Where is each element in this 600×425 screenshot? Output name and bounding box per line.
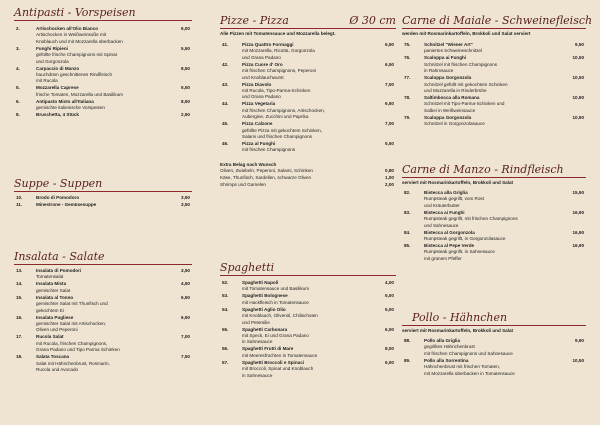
item-description: und Gorgonzola — [36, 58, 69, 64]
item-price: 5,00 — [385, 293, 394, 299]
item-name: Funghi Ripieni — [36, 45, 68, 51]
item-number: 54. — [222, 306, 229, 312]
section-title — [14, 250, 192, 263]
item-number: 82. — [404, 190, 411, 195]
item-price: 10,90 — [572, 114, 584, 120]
item-name: Pizza Cuore d' Oro — [242, 61, 283, 67]
item-price: 3,50 — [181, 195, 190, 200]
item-number: 55. — [222, 326, 229, 332]
item-description: Salami und frischen Champignons — [242, 134, 312, 140]
item-price: 15,90 — [572, 190, 584, 195]
menu-item — [14, 295, 192, 314]
item-description: Artischocken in Weißweinsoße mit — [36, 32, 107, 38]
menu-item — [14, 195, 192, 201]
item-number: 57. — [222, 359, 229, 365]
item-description: gefüllte Pizza mit gekochtem Schinken, — [242, 127, 322, 133]
item-number: 75. — [404, 42, 411, 47]
pizze-title: Pizze - Pizza — [220, 14, 289, 27]
suppe-title: Suppe - Suppen — [14, 177, 103, 190]
item-price: 3,50 — [181, 202, 190, 207]
pollo-items — [402, 338, 586, 377]
item-name: Bruschetta, 4 Stück — [36, 112, 79, 118]
item-description: und Sahnesauce — [424, 222, 459, 228]
extra-name: Shrimps und Garnelen — [220, 181, 266, 187]
item-name: Pizza Vegetaria — [242, 101, 276, 107]
item-price: 6,00 — [385, 326, 394, 332]
menu-item — [220, 327, 396, 346]
item-description: hauchdünn geschnittenes Rindfleisch — [36, 72, 113, 78]
item-name: Spaghetti Napoli — [242, 280, 279, 285]
item-description: Schnitzel mit frischen Champignons — [424, 61, 498, 67]
item-price: 4,50 — [181, 281, 190, 287]
divider — [402, 177, 586, 178]
item-description: mit Knoblauch, Olivenöl, Chilischoten — [242, 313, 318, 319]
item-name: Pollo alla Sorrentina — [424, 357, 469, 363]
item-name: Salata Toscana — [36, 354, 70, 360]
item-price: 6,50 — [385, 61, 394, 67]
pizze-items — [220, 42, 396, 154]
insalata-title: Insalata - Salate — [14, 250, 105, 263]
item-number: 52. — [222, 280, 229, 285]
item-number: 10. — [16, 195, 23, 200]
item-price: 7,00 — [385, 121, 394, 127]
item-description: mit Rucola — [36, 78, 58, 84]
menu-item — [220, 293, 396, 306]
item-number: 78. — [404, 95, 411, 101]
item-number: 16. — [16, 314, 23, 320]
item-description: in Sahnesauce — [242, 339, 273, 345]
item-number: 6. — [16, 98, 20, 104]
item-description: Schnitzel in Gorgonzolasauce — [424, 121, 485, 127]
menu-item — [14, 112, 192, 118]
item-number: 2. — [16, 26, 20, 31]
menu-item — [402, 190, 586, 209]
menu-item — [220, 346, 396, 359]
item-price: 10,50 — [572, 357, 584, 363]
extras-title: Extra Belag nach Wunsch — [220, 161, 277, 167]
divider — [14, 20, 192, 21]
item-price: 8,50 — [181, 65, 190, 71]
item-number: 3. — [16, 45, 20, 51]
divider — [14, 264, 192, 265]
menu-item — [14, 85, 192, 98]
section-title — [402, 14, 593, 27]
item-name: Pizza Quattro Formaggi — [242, 42, 294, 47]
extra-name: Oliven, Zwiebeln, Peperoni, Salami, Schinken — [220, 167, 313, 173]
section-pizze — [220, 14, 396, 188]
divider — [402, 28, 586, 29]
item-number: 46. — [222, 141, 229, 147]
section-title — [14, 177, 192, 190]
item-price: 6,50 — [181, 314, 190, 320]
item-price: 16,90 — [572, 229, 584, 235]
menu-item — [402, 115, 586, 128]
item-number: 53. — [222, 293, 229, 299]
item-name: Pizza Diavolo — [242, 81, 272, 87]
item-name: Spaghetti Bolognese — [242, 293, 288, 299]
suppe-items — [14, 195, 192, 208]
item-description: Schnitzel mit Tipo-Parma-Schinken und — [424, 101, 505, 107]
item-price: 5,50 — [181, 85, 190, 91]
item-name: Spaghetti Aglio Olio — [242, 306, 286, 312]
item-number: 15. — [16, 294, 23, 300]
item-name: Minestrone - Gemüsesuppe — [36, 202, 97, 207]
item-price: 6,50 — [385, 101, 394, 107]
item-name: Schnitzel "Wiener Art" — [424, 42, 473, 47]
extra-price: 0,80 — [385, 167, 394, 173]
item-description: gegrilltes Hähnchenbrust — [424, 344, 475, 350]
item-name: Scaloppa Gorgonzola — [424, 114, 472, 120]
item-name: Pizza al Funghi — [242, 141, 276, 147]
item-description: frische Tomaten, Mozzarella und Basilikum — [36, 91, 123, 97]
maiale-title: Carne di Maiale - Schweinefleisch — [402, 14, 593, 27]
item-number: 83. — [404, 209, 411, 215]
section-maiale — [402, 14, 593, 128]
maiale-items — [402, 42, 586, 128]
menu-item — [14, 268, 192, 281]
item-description: und Petersilie — [242, 319, 270, 325]
menu-item — [14, 99, 192, 112]
item-description: Rumpsteak gegrillt, in Sahnesauce — [424, 249, 495, 255]
item-description: mit Rucola, Tipo-Parma-Schinken — [242, 88, 311, 94]
item-description: mit Mozzarella, Ricotta, Gorgonzola — [242, 48, 315, 54]
item-description: mit frischen Champignons, Peperoni — [242, 68, 317, 74]
item-description: Salbei in Weißweinsauce — [424, 107, 476, 113]
item-description: Rucola und Avocado — [36, 367, 79, 373]
item-number: 44. — [222, 101, 229, 107]
item-description: und Grana Padano — [242, 54, 281, 60]
pollo-note: serviert mit Rosmarinkartoffeln, Brokkoli und Salat — [402, 328, 514, 333]
maiale-note: werden mit Rosmarinkartoffeln, Brokkoli und Salat serviert — [402, 31, 531, 36]
spaghetti-title: Spaghetti — [220, 261, 275, 274]
menu-item — [220, 280, 396, 293]
divider — [402, 325, 586, 326]
menu-item — [14, 354, 192, 373]
divider — [220, 28, 396, 29]
item-number: 11. — [16, 202, 23, 207]
menu-item — [402, 55, 586, 74]
item-name: Pizza Calzone — [242, 121, 273, 127]
item-description: und Knoblauchwurst — [242, 74, 284, 80]
item-description: Hähnchenbrust mit frischen Tomaten, — [424, 364, 501, 370]
item-price: 5,50 — [181, 45, 190, 51]
item-price: 8,50 — [181, 98, 190, 104]
item-name: Artischocken all'Olio Bianco — [36, 26, 99, 31]
item-price: 5,00 — [385, 306, 394, 312]
extra-price: 1,00 — [385, 174, 394, 180]
menu-item — [402, 230, 586, 243]
menu-item — [402, 75, 586, 94]
item-name: Bistecca ai Funghi — [424, 209, 465, 215]
item-number: 13. — [16, 268, 23, 273]
item-name: Antipasto Misto all'Italiana — [36, 98, 94, 104]
antipasti-items — [14, 26, 192, 119]
item-name: Saltimbocca alla Romana — [424, 95, 480, 101]
item-number: 84. — [404, 229, 411, 235]
item-description: gefüllte frische Champignons mit Spinat — [36, 52, 117, 58]
item-number: 18. — [16, 354, 23, 360]
section-title — [14, 6, 192, 19]
menu-item — [14, 26, 192, 45]
menu-item — [402, 95, 586, 114]
section-title — [220, 261, 396, 274]
item-price: 7,00 — [385, 81, 394, 87]
menu-item — [14, 46, 192, 65]
extra-item — [220, 175, 396, 181]
item-description: in Sahnesauce — [242, 372, 273, 378]
item-price: 7,50 — [181, 354, 190, 360]
pizze-note: Alle Pizzen mit Tomatensauce und Mozzarella belegt. — [220, 31, 336, 36]
item-description: und Mozzarella in Rinderbrühe — [424, 88, 487, 94]
item-price: 10,90 — [572, 95, 584, 101]
menu-item — [14, 66, 192, 85]
menu-item — [220, 141, 396, 154]
item-description: gemischter Salat mit Artischocken, — [36, 321, 107, 327]
item-name: Spaghetti Carbonara — [242, 326, 288, 332]
item-description: mit frischen Champignons, Artischocken, — [242, 107, 325, 113]
item-price: 6,00 — [385, 359, 394, 365]
item-name: Spaghetti Broccoli e Spinaci — [242, 359, 305, 365]
menu-item — [220, 121, 396, 140]
item-price: 6,50 — [181, 294, 190, 300]
divider — [14, 191, 192, 192]
section-insalata — [14, 250, 192, 373]
insalata-items — [14, 268, 192, 373]
item-price: 16,90 — [572, 209, 584, 215]
manzo-items — [402, 190, 586, 262]
menu-item — [220, 62, 396, 81]
item-price: 10,50 — [572, 75, 584, 81]
item-price: 5,50 — [385, 141, 394, 147]
extras-items — [220, 168, 396, 188]
menu-item — [402, 243, 586, 262]
item-name: Bistecca alla Griglia — [424, 190, 468, 195]
menu-item — [220, 307, 396, 326]
item-description: Knoblauch und mit Mozzarella überbacken — [36, 38, 123, 44]
item-price: 3,50 — [181, 268, 190, 273]
item-description: Tomatensalat — [36, 274, 64, 280]
extra-name: Käse, Thunfisch, Sardellen, schwarze Oliven — [220, 174, 312, 180]
item-name: Spaghetti Frutti di Mare — [242, 346, 294, 352]
item-price: 6,00 — [181, 26, 190, 31]
section-suppe — [14, 177, 192, 208]
item-number: 41. — [222, 42, 229, 47]
item-number: 8. — [16, 112, 20, 118]
item-number: 43. — [222, 81, 229, 87]
item-description: in Rahmsauce — [424, 68, 454, 74]
menu-item — [220, 360, 396, 379]
item-description: Rumpsteak gegrillt, in Gorgonzolasauce — [424, 236, 506, 242]
item-name: Insalata Mista — [36, 281, 67, 287]
item-number: 5. — [16, 85, 20, 91]
item-price: 10,50 — [572, 55, 584, 61]
section-title — [220, 14, 396, 27]
item-description: und Kräuterbutter — [424, 202, 460, 208]
menu-item — [14, 281, 192, 294]
item-description: gemischte italienische Vorspeisen — [36, 105, 105, 111]
item-description: mit frischen Champignons und Sahnesauce — [424, 350, 513, 356]
menu-item — [402, 358, 586, 377]
item-description: mit frischen Champignons — [242, 147, 296, 153]
item-number: 85. — [404, 243, 411, 249]
item-name: Mozzarella Caprese — [36, 85, 79, 91]
menu-item — [14, 334, 192, 353]
item-number: 76. — [404, 55, 411, 61]
item-price: 7,00 — [181, 334, 190, 340]
menu-item — [220, 82, 396, 101]
item-description: gekochtem Ei — [36, 307, 64, 313]
item-number: 42. — [222, 61, 229, 67]
item-description: mit Tomatensauce und Basilikum — [242, 286, 310, 292]
antipasti-title: Antipasti - Vorspeisen — [14, 6, 136, 19]
divider — [220, 275, 396, 276]
item-price: 16,90 — [572, 243, 584, 249]
item-number: 88. — [404, 338, 411, 343]
item-number: 45. — [222, 121, 229, 127]
item-description: Rumpsteak gegrillt, vom Rost — [424, 196, 484, 202]
section-title — [402, 311, 586, 324]
spaghetti-items — [220, 280, 396, 379]
menu-item — [14, 315, 192, 334]
section-pollo — [402, 311, 586, 377]
item-description: gemischter Salat — [36, 287, 71, 293]
menu-item — [402, 210, 586, 229]
item-name: Brodo di Pomodoro — [36, 195, 80, 200]
item-number: 17. — [16, 334, 23, 340]
item-price: 8,00 — [385, 346, 394, 352]
item-price: 2,50 — [181, 112, 190, 118]
item-description: mit Speck, Ei und Grana Padano — [242, 333, 309, 339]
item-description: mit Broccoli, Spinat und Knoblauch — [242, 366, 314, 372]
item-description: gemischter Salat mit Thunfisch und — [36, 301, 108, 307]
manzo-title: Carne di Manzo - Rindfleisch — [402, 163, 564, 176]
item-number: 4. — [16, 65, 20, 71]
section-manzo — [402, 163, 586, 262]
item-description: mit Rucola, frischen Champignons, — [36, 340, 108, 346]
item-name: Insalata al Tonno — [36, 294, 74, 300]
item-price: 4,00 — [385, 280, 394, 285]
item-description: mit Mozzarella überbacken in Tomatensauce — [424, 370, 515, 376]
item-description: paniertes Schweineschnitzel — [424, 48, 482, 54]
item-description: Salat mit Hähnchenbrust, Rosmarin, — [36, 360, 110, 366]
manzo-note: serviert mit Rosmarinkartoffeln, Brokkoli und Salat — [402, 180, 514, 185]
item-price: 6,50 — [385, 42, 394, 47]
item-number: 14. — [16, 281, 23, 287]
extra-item — [220, 182, 396, 188]
item-description: Oliven und Peperoni — [36, 327, 78, 333]
item-name: Insalata Pugliese — [36, 314, 74, 320]
item-name: Bistecca al Gorgonzola — [424, 229, 475, 235]
item-number: 77. — [404, 75, 411, 81]
item-description: und Grana Padano — [242, 94, 281, 100]
menu-item — [402, 42, 586, 55]
item-description: Aubergine, Zucchini und Paprika — [242, 114, 309, 120]
item-description: Grana Padano und Tipo Parma Schinken — [36, 347, 120, 353]
pizze-size: Ø 30 cm — [349, 14, 396, 27]
menu-item — [220, 42, 396, 61]
item-description: Rumpsteak gegrillt, mit frischen Champignons — [424, 216, 518, 222]
item-description: mit Meeresfrüchten in Tomatensauce — [242, 352, 318, 358]
item-name: Carpaccio di Manzo — [36, 65, 80, 71]
menu-item — [220, 101, 396, 120]
item-description: Schnitzel gefüllt mit gekochtem Schinken — [424, 81, 508, 87]
item-price: 9,50 — [575, 42, 584, 47]
item-name: Insalata di Pomodori — [36, 268, 82, 273]
section-antipasti — [14, 6, 192, 119]
item-number: 79. — [404, 114, 411, 120]
item-price: 9,90 — [575, 338, 584, 343]
section-title — [402, 163, 586, 176]
extra-item — [220, 168, 396, 174]
item-name: Scaloppa ai Funghi — [424, 55, 467, 61]
item-description: mit grünem Pfeffer — [424, 255, 462, 261]
menu-item — [14, 202, 192, 208]
item-name: Pollo alla Griglia — [424, 338, 460, 343]
menu-item — [402, 338, 586, 357]
item-number: 89. — [404, 357, 411, 363]
item-name: Bistecca al Pepe Verde — [424, 243, 475, 249]
pollo-title: Pollo - Hähnchen — [412, 311, 508, 324]
item-description: mit Hackfleisch in Tomatensauce — [242, 299, 309, 305]
section-spaghetti — [220, 261, 396, 379]
item-number: 56. — [222, 346, 229, 352]
item-name: Rucola Salat — [36, 334, 64, 340]
extra-price: 2,00 — [385, 181, 394, 187]
item-name: Scaloppa Gorgonzola — [424, 75, 472, 81]
